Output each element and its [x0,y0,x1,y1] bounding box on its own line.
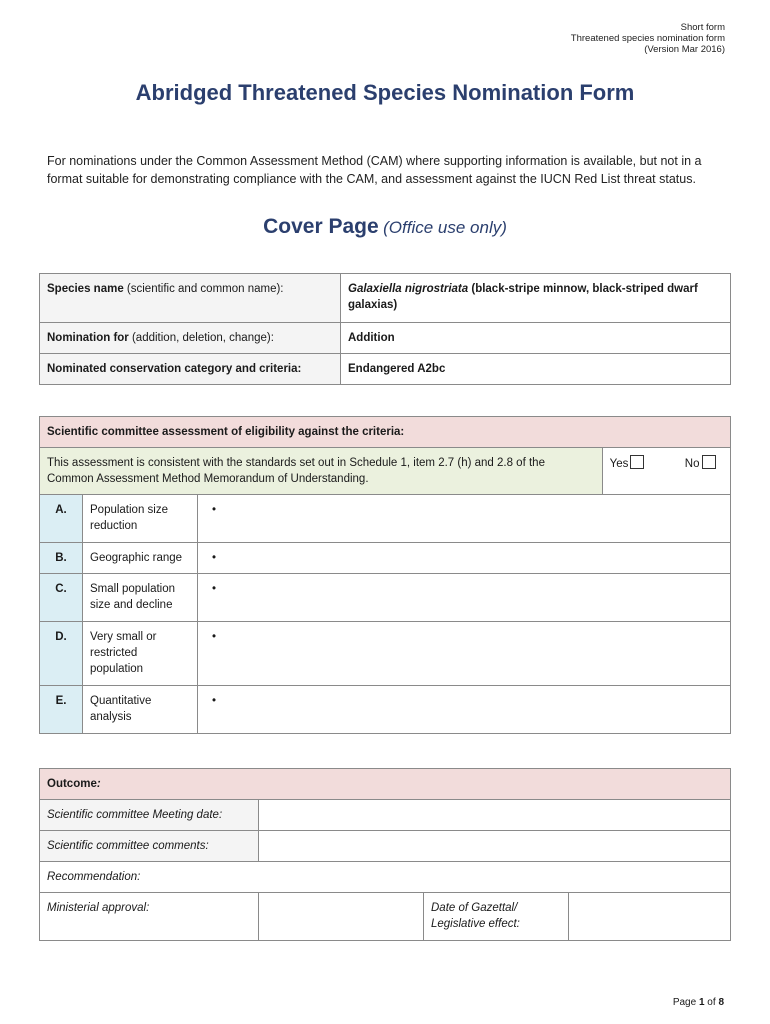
assessment-heading: Scientific committee assessment of eligibility against the criteria: [40,417,731,448]
header-line-3: (Version Mar 2016) [644,44,725,55]
recommendation-label: Recommendation: [47,871,141,883]
criterion-notes[interactable] [198,543,731,574]
outcome-heading-row [40,769,731,800]
criterion-notes[interactable] [198,686,731,734]
gazettal-field[interactable] [569,893,731,941]
criterion-label: Quantitative analysis [83,686,198,734]
criterion-letter: C. [40,574,83,622]
yes-checkbox[interactable] [630,455,644,469]
criterion-letter: B. [40,543,83,574]
criterion-row-a [40,495,731,543]
ministerial-field[interactable] [259,893,424,941]
criterion-notes[interactable] [198,622,731,686]
assessment-heading-row [40,417,731,448]
cover-page-main: Cover Page [263,215,379,238]
criterion-label: Very small or restricted population [83,622,198,686]
nomination-value-cell[interactable]: Addition [341,323,731,354]
criterion-label: Small population size and decline [83,574,198,622]
header-line-1: Short form [680,22,725,33]
criterion-label: Population size reduction [83,495,198,543]
criterion-notes[interactable] [198,495,731,543]
outcome-heading-colon: : [96,778,101,790]
page-of: of [704,997,719,1008]
page-total: 8 [718,997,724,1008]
bullet: • [212,631,217,643]
no-checkbox[interactable] [702,455,716,469]
ministerial-label: Ministerial approval: [40,893,259,941]
criterion-label: Geographic range [83,543,198,574]
criterion-row-e [40,686,731,734]
nomination-label-rest: (addition, deletion, change): [128,332,274,344]
intro-paragraph: For nominations under the Common Assessment Method (CAM) where supporting information is available, but not in a format suitable for demonstrating compliance with the CAM, and assessment against the IUCN Red List threat status. [47,154,702,186]
page-current: 1 [698,997,705,1008]
header-line-2: Threatened species nomination form [570,33,725,44]
species-value-cell[interactable] [341,274,731,323]
species-label-rest: (scientific and common name): [123,283,284,295]
criterion-row-d [40,622,731,686]
recommendation-field[interactable] [40,862,731,893]
criterion-letter: D. [40,622,83,686]
assessment-table [39,416,731,734]
comments-row [40,831,731,862]
assessment-statement-row [40,448,731,495]
comments-label: Scientific committee comments: [40,831,259,862]
nomination-label-cell [40,323,341,354]
species-label-bold: Species name [47,283,124,295]
species-table [39,273,731,385]
meeting-date-field[interactable] [259,800,731,831]
page-number [673,997,724,1008]
criterion-letter: A. [40,495,83,543]
species-label-cell [40,274,341,323]
page-prefix: Page [672,997,699,1008]
category-value-cell[interactable]: Endangered A2bc [341,354,731,385]
nomination-row [40,323,731,354]
outcome-heading [40,769,731,800]
species-row [40,274,731,323]
page-title: Abridged Threatened Species Nomination Form [135,80,635,105]
outcome-heading-text: Outcome [47,778,97,790]
recommendation-row [40,862,731,893]
criterion-notes[interactable] [198,574,731,622]
criterion-letter: E. [40,686,83,734]
bullet: • [212,695,217,707]
document-header [571,22,725,55]
cover-page-title [0,215,770,239]
bullet: • [212,583,217,595]
criterion-row-b [40,543,731,574]
meeting-date-label: Scientific committee Meeting date: [40,800,259,831]
category-label-cell: Nominated conservation category and criteria: [40,354,341,385]
yes-no-cell [602,448,730,495]
outcome-table [39,768,731,941]
criterion-row-c [40,574,731,622]
comments-field[interactable] [259,831,731,862]
bullet: • [212,552,217,564]
ministerial-row [40,893,731,941]
species-scientific-name: Galaxiella nigrostriata [348,283,469,295]
bullet: • [212,504,217,516]
no-label: No [684,458,700,470]
gazettal-label: Date of Gazettal/ Legislative effect: [424,893,569,941]
nomination-label-bold: Nomination for [47,332,129,344]
yes-label: Yes [609,458,629,470]
cover-page-sub: (Office use only) [383,218,507,237]
assessment-statement: This assessment is consistent with the standards set out in Schedule 1, item 2.7 (h) and 2.8 of the Common Assessment Method Memorandum of Understanding. [40,448,603,495]
meeting-date-row [40,800,731,831]
species-common-name: (black-stripe minnow, black-striped dwarf galaxias) [348,283,698,311]
category-row [40,354,731,385]
